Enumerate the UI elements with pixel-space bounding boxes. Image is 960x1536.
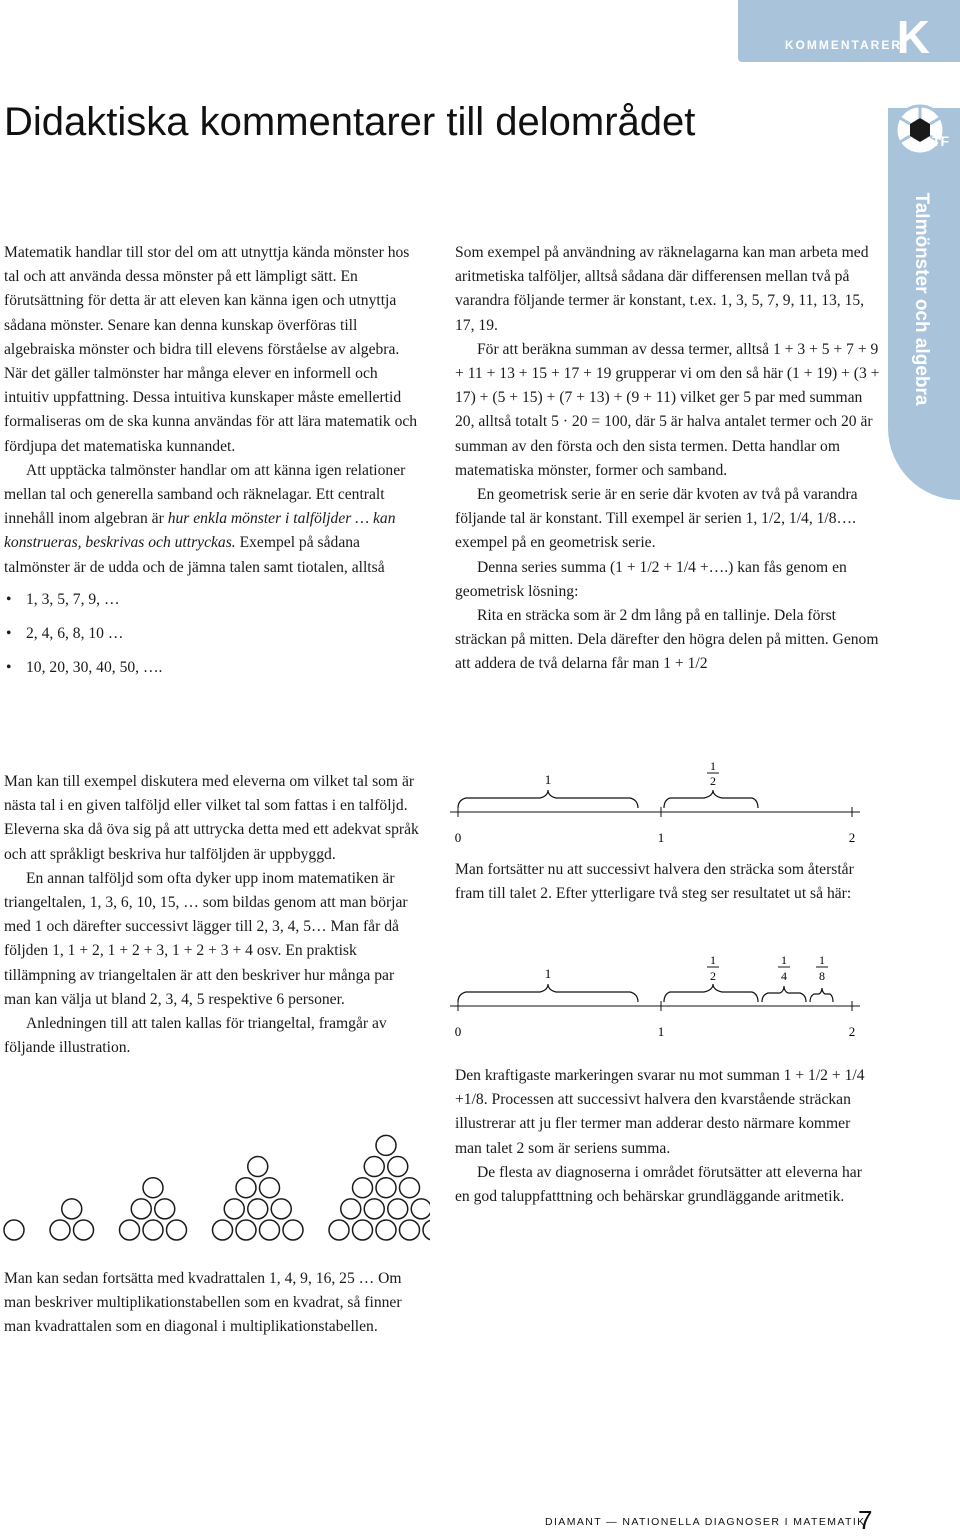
tick-label: 2: [848, 1024, 856, 1039]
left-column-bottom: [4, 1267, 424, 1340]
number-line-1: [450, 758, 870, 848]
paragraph: Som exempel på användning av räknelagarna kan man arbeta med aritmetiska talföljer, alltså sådana där differensen mellan två på varandra följande termer är konstant, t.ex. 1, 3, 5, 7, 9, 11, 13, 15, 17, 19.: [455, 244, 869, 334]
triangle-dot: [62, 1199, 82, 1219]
triangle-dot: [376, 1220, 396, 1240]
triangle-dot: [353, 1220, 373, 1240]
triangle-dot: [213, 1220, 233, 1240]
triangle-dot: [364, 1199, 384, 1219]
triangle-dot: [364, 1157, 384, 1177]
list-item: • 2, 4, 6, 8, 10 …: [4, 622, 422, 646]
page-title: Didaktiska kommentarer till delområdet: [4, 100, 696, 144]
brace-half: [664, 984, 758, 1002]
brace-label-one: 1: [544, 772, 552, 787]
paragraph: Man fortsätter nu att successivt halvera den sträcka som återstår fram till talet 2. Efter ytterligare två steg ser resultatet ut så här:: [455, 861, 854, 903]
triangle-group-1: [4, 1220, 24, 1240]
triangle-dot: [155, 1199, 175, 1219]
triangle-dot: [143, 1220, 163, 1240]
triangle-dot: [388, 1157, 408, 1177]
fraction-den: 8: [819, 969, 825, 983]
triangle-dot: [236, 1178, 256, 1198]
paragraph: Man kan till exempel diskutera med eleverna om vilket tal som är nästa tal i en given talföljd eller vilket tal som fattas i en talföljd. Eleverna ska då öva sig på att uttrycka detta med ett adekvat språk och att språkligt beskriva hur talföljden är uppbyggd.: [4, 773, 419, 863]
fraction-den: 2: [710, 969, 716, 983]
brace-half: [664, 790, 758, 808]
right-column-middle: [455, 858, 880, 906]
paragraph: För att beräkna summan av dessa termer, alltså 1 + 3 + 5 + 7 + 9 + 11 + 13 + 15 + 17 + 19 grupperar vi om den så här (1 + 19) + (3 + 17) + (5 + 15) + (7 + 13) + (9 + 11) vilket ger 5 par med summan 20, alltså totalt 5 · 20 = 100, där 5 är halva antalet termer och 20 är summan av den första och den sista termen. Detta handlar om matematiska mönster, former och samband.: [455, 340, 880, 479]
triangle-dot: [341, 1199, 361, 1219]
tick-label: 0: [454, 1024, 462, 1039]
bullet-list: [4, 588, 422, 680]
triangle-dot: [388, 1199, 408, 1219]
triangle-dot: [411, 1199, 430, 1219]
badge-text: TF: [932, 133, 950, 149]
triangle-dot: [248, 1157, 268, 1177]
triangle-dot: [353, 1178, 373, 1198]
paragraph: En annan talföljd som ofta dyker upp inom matematiken är triangeltalen, 1, 3, 6, 10, 15, … som bildas genom att man börjar med 1 och därefter successivt lägger till 2, 3, 4, 5… Man får då följden 1, 1 + 2, 1 + 2 + 3, 1 + 2 + 3 + 4 osv. En praktisk tillämpning av triangeltalen är att den beskriver hur många par man kan välja ut bland 2, 3, 4, 5 respektive 6 personer.: [4, 869, 408, 1008]
header-letter: K: [896, 11, 930, 63]
fraction-den: 4: [781, 969, 787, 983]
brace-quarter: [762, 986, 806, 1002]
tick-label: 2: [848, 830, 856, 845]
side-tab-label: [907, 172, 935, 432]
brace-label-half-num: 1: [710, 759, 716, 773]
triangle-numbers-illustration: [0, 1120, 430, 1250]
triangle-group-15: [329, 1135, 430, 1240]
number-line-2: [450, 950, 870, 1042]
topic-badge-icon: [892, 100, 956, 164]
brace-one: [458, 984, 638, 1002]
paragraph: En geometrisk serie är en serie där kvoten av två på varandra följande tal är konstant. Till exempel är serien 1, 1/2, 1/4, 1/8…. exempel på en geometrisk serie.: [455, 486, 858, 552]
triangle-group-10: [213, 1157, 304, 1240]
triangle-dot: [74, 1220, 94, 1240]
triangle-dot: [236, 1220, 256, 1240]
triangle-dot: [248, 1199, 268, 1219]
triangle-dot: [260, 1178, 280, 1198]
tick-label: 0: [454, 830, 462, 845]
triangle-dot: [283, 1220, 303, 1240]
brace-label-half-den: 2: [710, 774, 716, 788]
triangle-dot: [271, 1199, 291, 1219]
triangle-dot: [50, 1220, 70, 1240]
paragraph: Rita en sträcka som är 2 dm lång på en tallinje. Dela först sträckan på mitten. Dela därefter den högra delen på mitten. Genom att addera de två delarna får man 1 + 1/2: [455, 607, 879, 673]
triangle-dot: [143, 1178, 163, 1198]
triangle-dot: [376, 1135, 396, 1155]
paragraph: Denna series summa (1 + 1/2 + 1/4 +….) kan fås genom en geometrisk lösning:: [455, 558, 847, 600]
brace-one: [458, 790, 638, 808]
left-column-middle: [4, 770, 422, 1060]
paragraph: Den kraftigaste markeringen svarar nu mot summan 1 + 1/2 + 1/4 +1/8. Processen att successivt halvera den kvarstående sträckan illustrerar att ju fler termer man adderar desto närmare kommer man talet 2 som är seriens summa.: [455, 1067, 865, 1157]
right-column-top: [455, 241, 880, 677]
triangle-group-3: [50, 1199, 94, 1240]
triangle-dot: [329, 1220, 349, 1240]
fraction-num: 1: [781, 953, 787, 967]
triangle-dot: [131, 1199, 151, 1219]
sidebar-text: Talmönster och algebra: [911, 192, 932, 406]
right-column-bottom: [455, 1064, 880, 1209]
triangle-dot: [400, 1220, 420, 1240]
tick-label: 1: [657, 830, 665, 845]
paragraph: Att upptäcka talmönster handlar om att känna igen relationer mellan tal och generella samband och räknelagar. Ett centralt innehåll inom algebran är hur enkla mönster i talföljder … kan konstrueras, beskrivas och uttryckas. Exempel på sådana talmönster är de udda och de jämna talen samt tiotalen, alltså: [4, 461, 406, 576]
triangle-dot: [4, 1220, 24, 1240]
brace-eighth: [810, 988, 833, 1002]
header-label: KOMMENTARER: [784, 38, 902, 52]
list-item: • 10, 20, 30, 40, 50, ….: [4, 656, 422, 680]
list-item: • 1, 3, 5, 7, 9, …: [4, 588, 422, 612]
triangle-dot: [167, 1220, 187, 1240]
paragraph: Man kan sedan fortsätta med kvadrattalen 1, 4, 9, 16, 25 … Om man beskriver multiplikationstabellen som en kvadrat, så finner man kvadrattalen som en diagonal i multiplikationstabellen.: [4, 1270, 402, 1336]
triangle-dot: [260, 1220, 280, 1240]
brace-label-one: 1: [544, 966, 552, 981]
triangle-dot: [120, 1220, 140, 1240]
triangle-dot: [224, 1199, 244, 1219]
triangle-group-6: [120, 1178, 187, 1240]
paragraph: Anledningen till att talen kallas för triangeltal, framgår av följande illustration.: [4, 1015, 387, 1057]
tick-label: 1: [657, 1024, 665, 1039]
footer-text: DIAMANT — NATIONELLA DIAGNOSER I MATEMATIK: [545, 1516, 866, 1528]
triangle-dot: [423, 1220, 430, 1240]
paragraph: Matematik handlar till stor del om att utnyttja kända mönster hos tal och att använda dessa mönster på ett lämpligt sätt. En förutsättning för detta är att eleven kan känna igen och utnyttja sådana mönster. Senare kan denna kunskap överföras till algebraiska mönster och bidra till elevens förståelse av algebra. När det gäller talmönster har många elever en informell och intuitiv uppfattning. Dessa intuitiva kunskaper måste emellertid formaliseras om de ska kunna användas för att lära matematik och fördjupa det matematiska kunnandet.: [4, 244, 418, 455]
fraction-num: 1: [710, 953, 716, 967]
fraction-num: 1: [819, 953, 825, 967]
triangle-dot: [376, 1178, 396, 1198]
paragraph: De flesta av diagnoserna i området förutsätter att eleverna har en god taluppfatttning och behärskar grundläggande aritmetik.: [455, 1163, 862, 1206]
left-column-top: [4, 241, 422, 692]
triangle-dot: [400, 1178, 420, 1198]
page-number: 7: [858, 1505, 873, 1535]
header-tab: [738, 0, 960, 62]
